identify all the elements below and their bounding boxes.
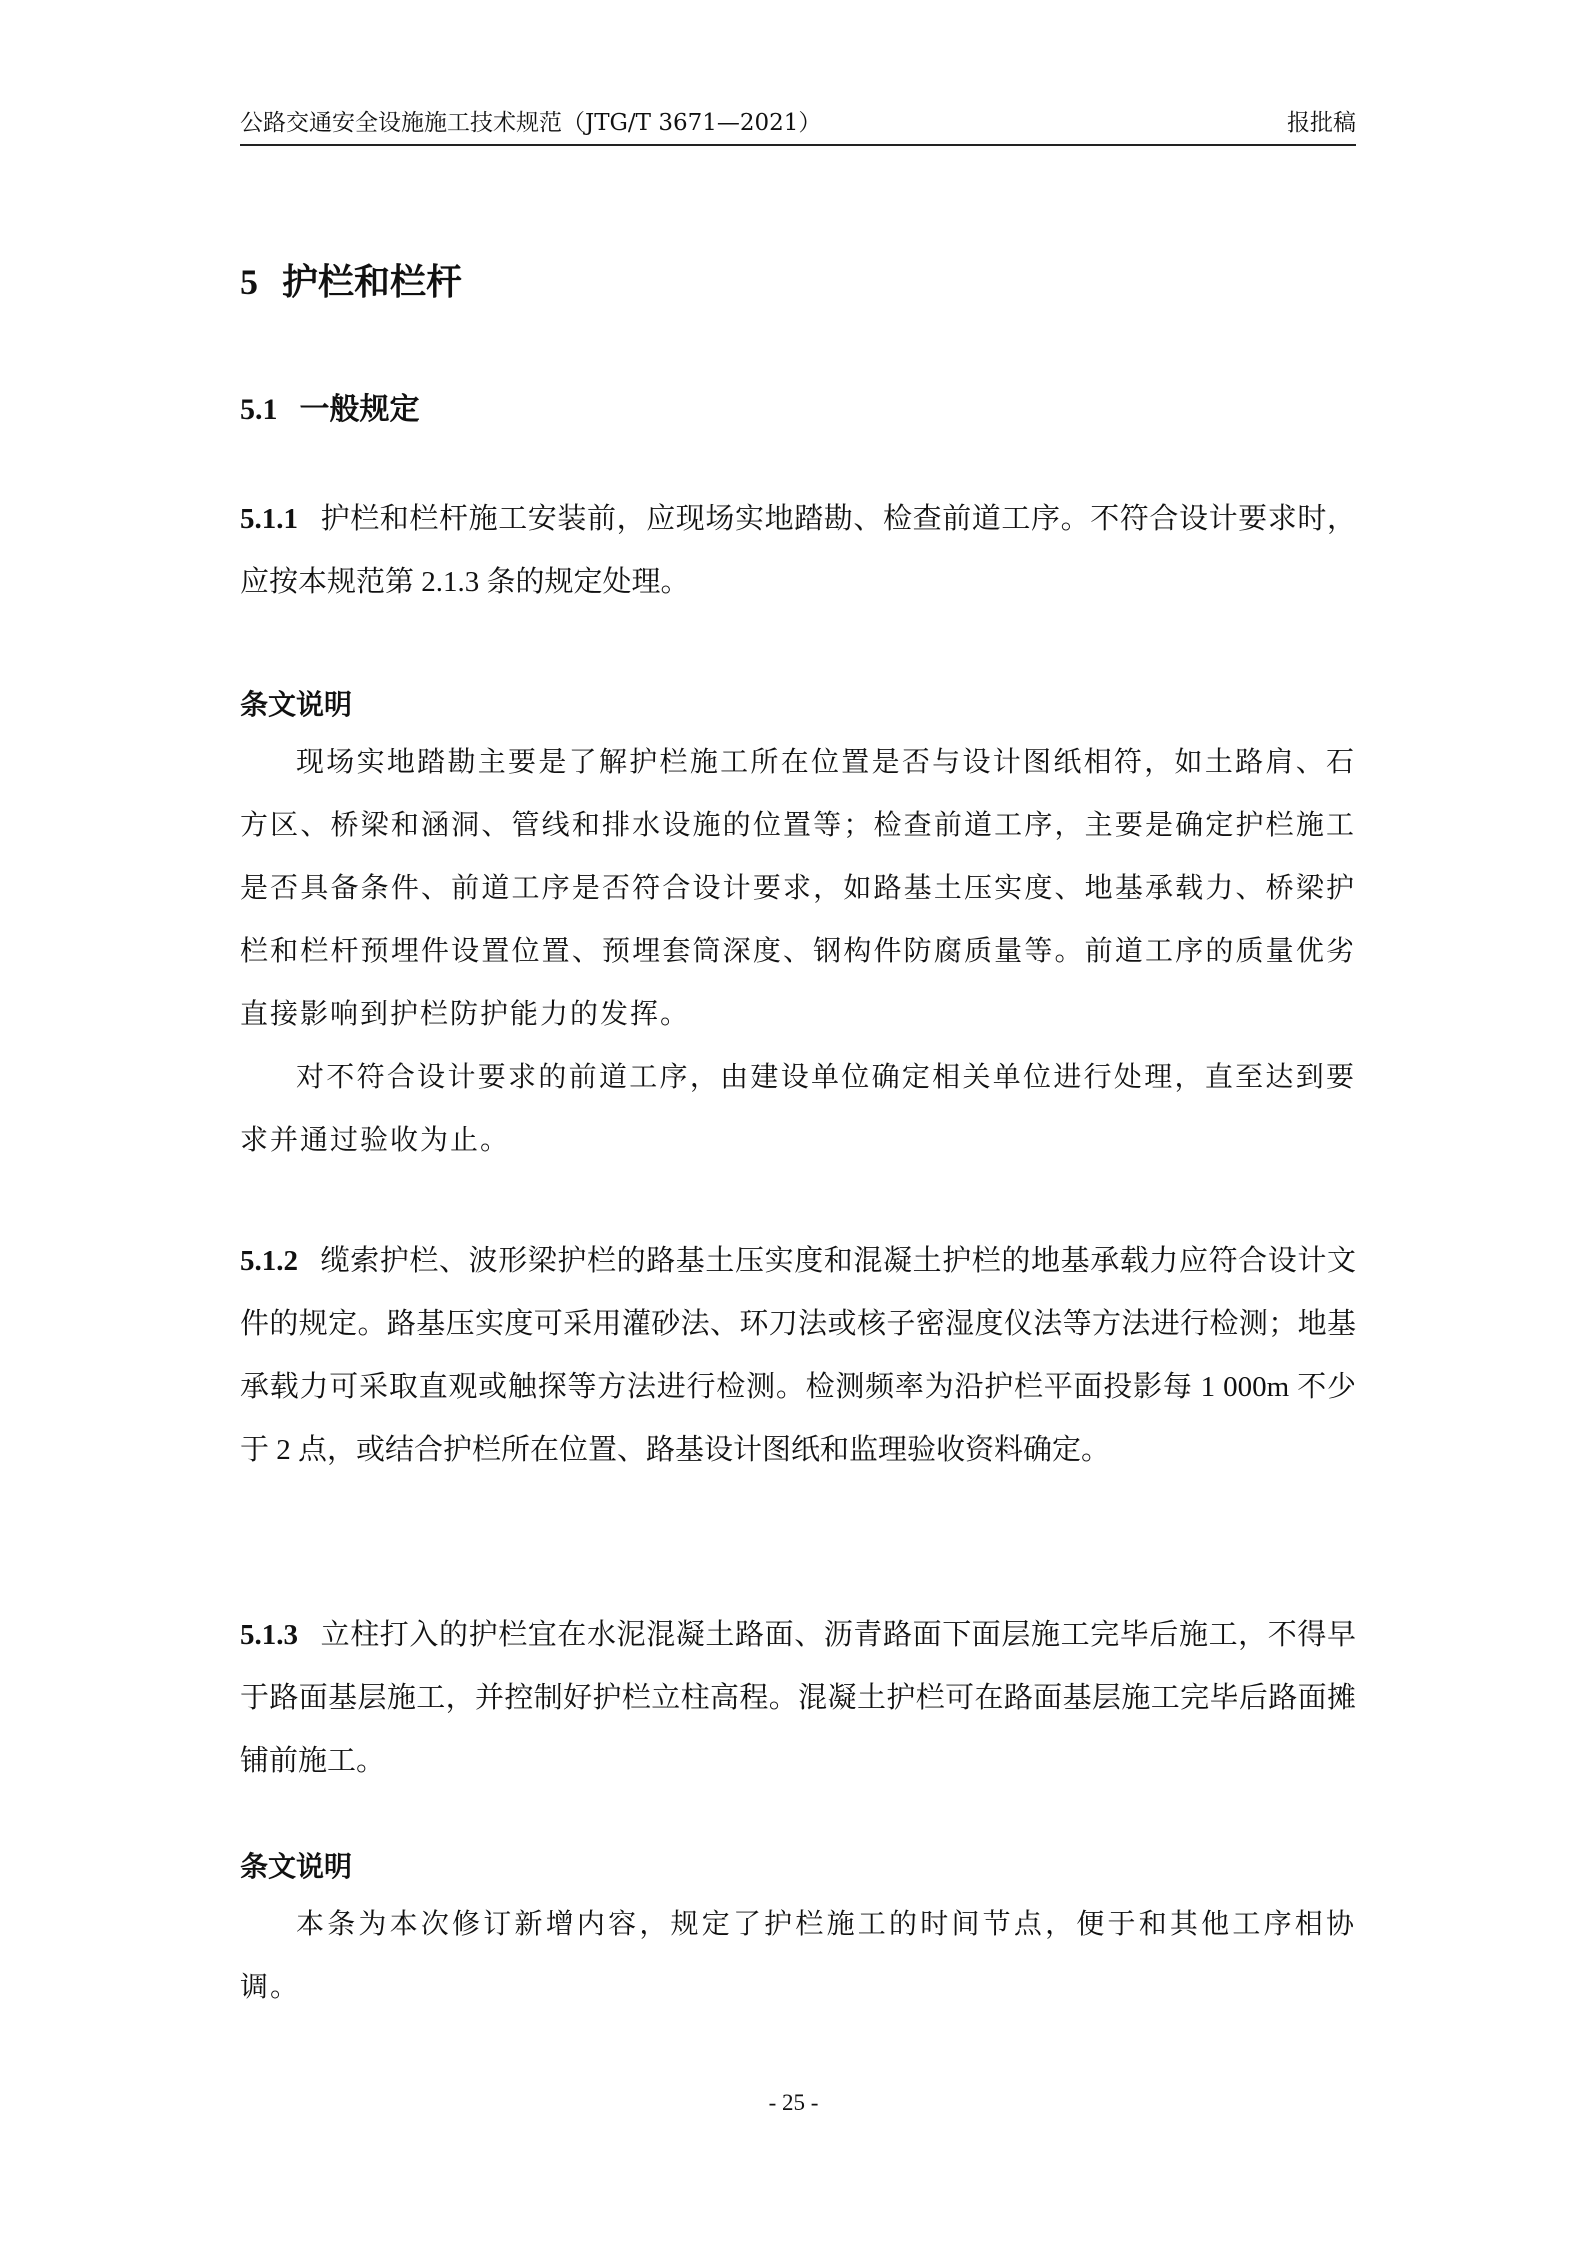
note-block bbox=[240, 1892, 1356, 2018]
chapter-title: 护栏和栏杆 bbox=[282, 262, 463, 303]
clause-text: 护栏和栏杆施工安装前，应现场实地踏勘、检查前道工序。不符合设计要求时，应按本规范第 2.1.3 条的规定处理。 bbox=[240, 503, 1356, 598]
header-title: 公路交通安全设施施工技术规范（JTG/T 3671—2021） bbox=[240, 110, 822, 136]
clause-5-1-3 bbox=[240, 1604, 1356, 1793]
page-number: - 25 - bbox=[768, 2090, 819, 2115]
running-header bbox=[240, 108, 1356, 146]
clause-number: 5.1.2 bbox=[240, 1245, 298, 1277]
clause-text: 立柱打入的护栏宜在水泥混凝土路面、沥青路面下面层施工完毕后施工，不得早于路面基层施工，并控制好护栏立柱高程。混凝土护栏可在路面基层施工完毕后路面摊铺前施工。 bbox=[240, 1619, 1356, 1777]
section-number: 5.1 bbox=[240, 393, 278, 426]
clause-number: 5.1.3 bbox=[240, 1619, 298, 1651]
note-block bbox=[240, 730, 1356, 1171]
clause-number: 5.1.1 bbox=[240, 503, 298, 535]
chapter-number: 5 bbox=[240, 262, 258, 302]
note-title: 条文说明 bbox=[240, 688, 353, 721]
note-paragraph: 本条为本次修订新增内容，规定了护栏施工的时间节点，便于和其他工序相协调。 bbox=[240, 1907, 1356, 2003]
note-paragraph: 对不符合设计要求的前道工序，由建设单位确定相关单位进行处理，直至达到要求并通过验收为止。 bbox=[240, 1060, 1356, 1156]
clause-5-1-1 bbox=[240, 488, 1356, 614]
section-title: 一般规定 bbox=[299, 392, 420, 427]
clause-5-1-2 bbox=[240, 1230, 1356, 1482]
clause-text: 缆索护栏、波形梁护栏的路基土压实度和混凝土护栏的地基承载力应符合设计文件的规定。路基压实度可采用灌砂法、环刀法或核子密湿度仪法等方法进行检测；地基承载力可采取直观或触探等方法进行检测。检测频率为沿护栏平面投影每 1 000m 不少于 2 点，或结合护栏所在位置、路基设计图纸和监理验收资料确定。 bbox=[240, 1245, 1356, 1466]
header-status: 报批稿 bbox=[1287, 110, 1356, 136]
chapter-heading bbox=[240, 254, 462, 305]
note-paragraph: 现场实地踏勘主要是了解护栏施工所在位置是否与设计图纸相符，如土路肩、石方区、桥梁和涵洞、管线和排水设施的位置等；检查前道工序，主要是确定护栏施工是否具备条件、前道工序是否符合设计要求，如路基土压实度、地基承载力、桥梁护栏和栏杆预埋件设置位置、预埋套筒深度、钢构件防腐质量等。前道工序的质量优劣直接影响到护栏防护能力的发挥。 bbox=[240, 745, 1356, 1030]
note-title: 条文说明 bbox=[240, 1850, 353, 1883]
section-heading bbox=[240, 384, 420, 428]
